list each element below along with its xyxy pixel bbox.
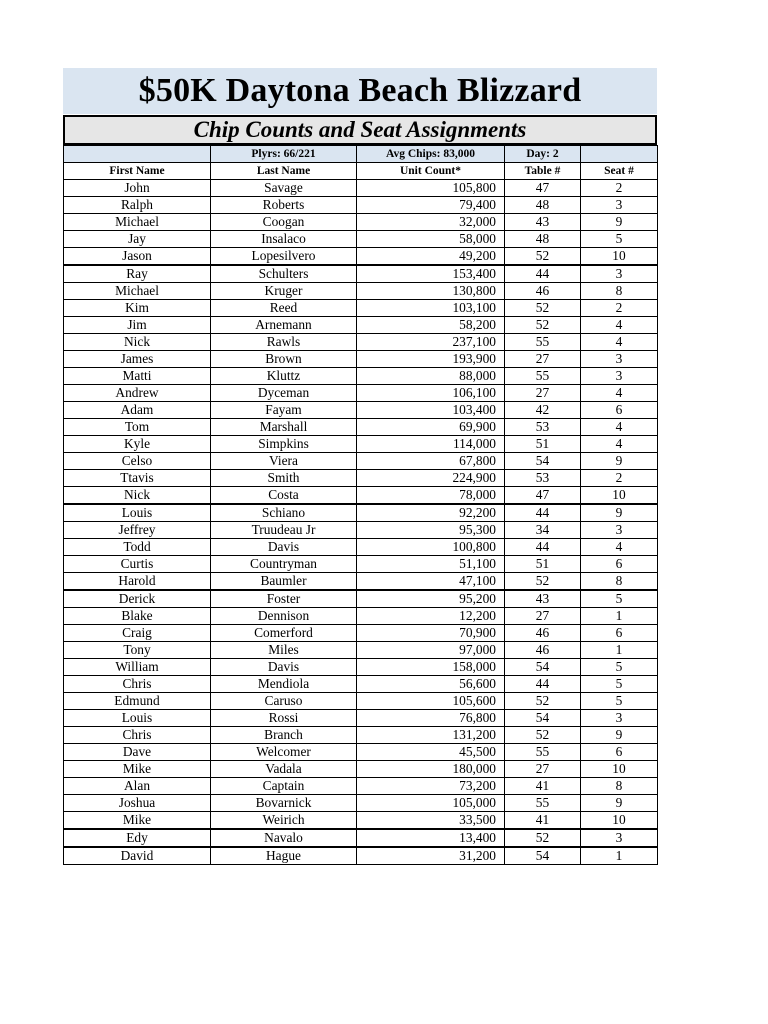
unit-count-cell: 237,100 (357, 334, 505, 351)
first-name-cell: Jeffrey (64, 522, 211, 539)
table-row (64, 334, 658, 351)
unit-count-cell: 153,400 (357, 265, 505, 283)
unit-count-cell: 76,800 (357, 710, 505, 727)
first-name-cell: Mike (64, 761, 211, 778)
table-row (64, 539, 658, 556)
last-name-cell: Costa (211, 487, 357, 505)
first-name-cell: Craig (64, 625, 211, 642)
unit-count-cell: 78,000 (357, 487, 505, 505)
last-name-cell: Fayam (211, 402, 357, 419)
table-number-cell: 27 (505, 608, 581, 625)
page-subtitle: Chip Counts and Seat Assignments (63, 115, 657, 145)
unit-count-cell: 105,000 (357, 795, 505, 812)
unit-count-cell: 103,100 (357, 300, 505, 317)
seat-number-cell: 2 (581, 470, 658, 487)
table-row (64, 590, 658, 608)
table-row (64, 642, 658, 659)
first-name-cell: Jason (64, 248, 211, 266)
table-number-cell: 51 (505, 436, 581, 453)
table-row (64, 300, 658, 317)
seat-number-cell: 1 (581, 847, 658, 865)
table-row (64, 693, 658, 710)
last-name-cell: Arnemann (211, 317, 357, 334)
seat-number-cell: 3 (581, 265, 658, 283)
seat-number-cell: 9 (581, 795, 658, 812)
last-name-cell: Rossi (211, 710, 357, 727)
unit-count-cell: 92,200 (357, 504, 505, 522)
table-number-cell: 34 (505, 522, 581, 539)
table-row (64, 625, 658, 642)
unit-count-cell: 95,200 (357, 590, 505, 608)
seat-number-cell: 4 (581, 419, 658, 436)
first-name-cell: Joshua (64, 795, 211, 812)
first-name-cell: Edy (64, 829, 211, 847)
first-name-cell: William (64, 659, 211, 676)
last-name-cell: Lopesilvero (211, 248, 357, 266)
last-name-cell: Mendiola (211, 676, 357, 693)
table-row (64, 180, 658, 197)
table-row (64, 573, 658, 591)
first-name-cell: Blake (64, 608, 211, 625)
last-name-cell: Kluttz (211, 368, 357, 385)
last-name-cell: Kruger (211, 283, 357, 300)
seat-number-cell: 8 (581, 283, 658, 300)
seat-number-cell: 4 (581, 539, 658, 556)
table-number-cell: 55 (505, 368, 581, 385)
first-name-cell: Derick (64, 590, 211, 608)
table-number-cell: 46 (505, 625, 581, 642)
unit-count-cell: 88,000 (357, 368, 505, 385)
column-header-seat: Seat # (581, 163, 658, 180)
table-number-cell: 55 (505, 744, 581, 761)
unit-count-cell: 97,000 (357, 642, 505, 659)
players-info: Plyrs: 66/221 (211, 146, 357, 163)
seat-number-cell: 6 (581, 402, 658, 419)
first-name-cell: Nick (64, 487, 211, 505)
unit-count-cell: 114,000 (357, 436, 505, 453)
table-number-cell: 52 (505, 829, 581, 847)
last-name-cell: Branch (211, 727, 357, 744)
seat-number-cell: 2 (581, 180, 658, 197)
table-number-cell: 52 (505, 727, 581, 744)
last-name-cell: Foster (211, 590, 357, 608)
unit-count-cell: 69,900 (357, 419, 505, 436)
table-row (64, 829, 658, 847)
unit-count-cell: 70,900 (357, 625, 505, 642)
seat-number-cell: 6 (581, 744, 658, 761)
table-row (64, 248, 658, 266)
table-number-cell: 44 (505, 539, 581, 556)
first-name-cell: Kim (64, 300, 211, 317)
last-name-cell: Smith (211, 470, 357, 487)
table-row (64, 317, 658, 334)
seat-number-cell: 8 (581, 778, 658, 795)
table-row (64, 487, 658, 505)
unit-count-cell: 130,800 (357, 283, 505, 300)
seat-number-cell: 1 (581, 608, 658, 625)
table-row (64, 419, 658, 436)
last-name-cell: Davis (211, 539, 357, 556)
table-number-cell: 55 (505, 795, 581, 812)
unit-count-cell: 105,600 (357, 693, 505, 710)
chip-count-sheet (63, 68, 657, 865)
first-name-cell: Edmund (64, 693, 211, 710)
first-name-cell: Ttavis (64, 470, 211, 487)
seat-number-cell: 10 (581, 487, 658, 505)
last-name-cell: Dyceman (211, 385, 357, 402)
table-row (64, 265, 658, 283)
table-row (64, 676, 658, 693)
last-name-cell: Truudeau Jr (211, 522, 357, 539)
unit-count-cell: 95,300 (357, 522, 505, 539)
unit-count-cell: 33,500 (357, 812, 505, 830)
last-name-cell: Dennison (211, 608, 357, 625)
table-number-cell: 27 (505, 385, 581, 402)
table-row (64, 214, 658, 231)
page-title: $50K Daytona Beach Blizzard (63, 68, 657, 114)
first-name-cell: Jay (64, 231, 211, 248)
first-name-cell: Michael (64, 283, 211, 300)
table-number-cell: 44 (505, 265, 581, 283)
unit-count-cell: 67,800 (357, 453, 505, 470)
seat-number-cell: 3 (581, 368, 658, 385)
header-row (64, 163, 658, 180)
unit-count-cell: 49,200 (357, 248, 505, 266)
seat-number-cell: 3 (581, 197, 658, 214)
seat-number-cell: 2 (581, 300, 658, 317)
unit-count-cell: 73,200 (357, 778, 505, 795)
table-row (64, 283, 658, 300)
last-name-cell: Welcomer (211, 744, 357, 761)
table-row (64, 761, 658, 778)
seat-number-cell: 4 (581, 317, 658, 334)
first-name-cell: James (64, 351, 211, 368)
last-name-cell: Vadala (211, 761, 357, 778)
table-number-cell: 54 (505, 453, 581, 470)
table-row (64, 608, 658, 625)
table-number-cell: 42 (505, 402, 581, 419)
seat-number-cell: 9 (581, 453, 658, 470)
table-number-cell: 27 (505, 351, 581, 368)
unit-count-cell: 193,900 (357, 351, 505, 368)
last-name-cell: Marshall (211, 419, 357, 436)
first-name-cell: Louis (64, 504, 211, 522)
table-number-cell: 41 (505, 812, 581, 830)
table-number-cell: 52 (505, 693, 581, 710)
table-number-cell: 46 (505, 283, 581, 300)
last-name-cell: Roberts (211, 197, 357, 214)
first-name-cell: Dave (64, 744, 211, 761)
unit-count-cell: 51,100 (357, 556, 505, 573)
seat-number-cell: 5 (581, 590, 658, 608)
table-row (64, 402, 658, 419)
first-name-cell: Todd (64, 539, 211, 556)
table-number-cell: 46 (505, 642, 581, 659)
seat-number-cell: 3 (581, 351, 658, 368)
first-name-cell: Celso (64, 453, 211, 470)
table-number-cell: 52 (505, 317, 581, 334)
seat-number-cell: 8 (581, 573, 658, 591)
seat-number-cell: 6 (581, 556, 658, 573)
last-name-cell: Rawls (211, 334, 357, 351)
unit-count-cell: 158,000 (357, 659, 505, 676)
last-name-cell: Baumler (211, 573, 357, 591)
table-number-cell: 52 (505, 573, 581, 591)
first-name-cell: Chris (64, 727, 211, 744)
unit-count-cell: 12,200 (357, 608, 505, 625)
table-row (64, 197, 658, 214)
unit-count-cell: 45,500 (357, 744, 505, 761)
table-number-cell: 55 (505, 334, 581, 351)
unit-count-cell: 103,400 (357, 402, 505, 419)
first-name-cell: Tony (64, 642, 211, 659)
info-blank-cell (581, 146, 658, 163)
unit-count-cell: 56,600 (357, 676, 505, 693)
unit-count-cell: 32,000 (357, 214, 505, 231)
table-row (64, 812, 658, 830)
seat-number-cell: 3 (581, 522, 658, 539)
seat-number-cell: 5 (581, 659, 658, 676)
table-row (64, 659, 658, 676)
seat-number-cell: 3 (581, 829, 658, 847)
last-name-cell: Simpkins (211, 436, 357, 453)
first-name-cell: Alan (64, 778, 211, 795)
last-name-cell: Savage (211, 180, 357, 197)
table-number-cell: 54 (505, 710, 581, 727)
column-header-first-name: First Name (64, 163, 211, 180)
first-name-cell: David (64, 847, 211, 865)
table-row (64, 556, 658, 573)
seat-number-cell: 1 (581, 642, 658, 659)
table-number-cell: 52 (505, 248, 581, 266)
table-number-cell: 51 (505, 556, 581, 573)
seat-number-cell: 4 (581, 436, 658, 453)
seat-number-cell: 9 (581, 214, 658, 231)
last-name-cell: Comerford (211, 625, 357, 642)
table-number-cell: 48 (505, 197, 581, 214)
table-number-cell: 47 (505, 180, 581, 197)
last-name-cell: Weirich (211, 812, 357, 830)
table-row (64, 504, 658, 522)
seat-number-cell: 9 (581, 504, 658, 522)
first-name-cell: Nick (64, 334, 211, 351)
seat-number-cell: 6 (581, 625, 658, 642)
unit-count-cell: 100,800 (357, 539, 505, 556)
table-row (64, 778, 658, 795)
unit-count-cell: 13,400 (357, 829, 505, 847)
unit-count-cell: 180,000 (357, 761, 505, 778)
first-name-cell: Harold (64, 573, 211, 591)
table-row (64, 470, 658, 487)
unit-count-cell: 131,200 (357, 727, 505, 744)
table-number-cell: 41 (505, 778, 581, 795)
table-row (64, 351, 658, 368)
unit-count-cell: 31,200 (357, 847, 505, 865)
seat-number-cell: 3 (581, 710, 658, 727)
last-name-cell: Hague (211, 847, 357, 865)
seat-number-cell: 5 (581, 693, 658, 710)
first-name-cell: Kyle (64, 436, 211, 453)
unit-count-cell: 47,100 (357, 573, 505, 591)
table-number-cell: 53 (505, 470, 581, 487)
first-name-cell: Matti (64, 368, 211, 385)
table-row (64, 710, 658, 727)
first-name-cell: Mike (64, 812, 211, 830)
table-row (64, 795, 658, 812)
unit-count-cell: 224,900 (357, 470, 505, 487)
unit-count-cell: 105,800 (357, 180, 505, 197)
table-number-cell: 52 (505, 300, 581, 317)
first-name-cell: Jim (64, 317, 211, 334)
seat-number-cell: 4 (581, 334, 658, 351)
last-name-cell: Miles (211, 642, 357, 659)
table-row (64, 522, 658, 539)
unit-count-cell: 106,100 (357, 385, 505, 402)
first-name-cell: Michael (64, 214, 211, 231)
table-row (64, 368, 658, 385)
table-row (64, 727, 658, 744)
last-name-cell: Schulters (211, 265, 357, 283)
last-name-cell: Countryman (211, 556, 357, 573)
seat-number-cell: 10 (581, 761, 658, 778)
first-name-cell: Tom (64, 419, 211, 436)
avg-chips-info: Avg Chips: 83,000 (357, 146, 505, 163)
table-number-cell: 27 (505, 761, 581, 778)
seat-number-cell: 5 (581, 231, 658, 248)
first-name-cell: Louis (64, 710, 211, 727)
last-name-cell: Insalaco (211, 231, 357, 248)
unit-count-cell: 79,400 (357, 197, 505, 214)
table-number-cell: 43 (505, 590, 581, 608)
table-number-cell: 43 (505, 214, 581, 231)
table-body (64, 146, 658, 865)
table-row (64, 385, 658, 402)
column-header-table: Table # (505, 163, 581, 180)
last-name-cell: Bovarnick (211, 795, 357, 812)
first-name-cell: Andrew (64, 385, 211, 402)
first-name-cell: Chris (64, 676, 211, 693)
seat-number-cell: 5 (581, 676, 658, 693)
column-header-last-name: Last Name (211, 163, 357, 180)
table-row (64, 744, 658, 761)
last-name-cell: Schiano (211, 504, 357, 522)
table-number-cell: 48 (505, 231, 581, 248)
last-name-cell: Brown (211, 351, 357, 368)
last-name-cell: Caruso (211, 693, 357, 710)
table-number-cell: 53 (505, 419, 581, 436)
table-number-cell: 54 (505, 659, 581, 676)
table-number-cell: 44 (505, 504, 581, 522)
info-blank-cell (64, 146, 211, 163)
last-name-cell: Coogan (211, 214, 357, 231)
seat-number-cell: 10 (581, 812, 658, 830)
last-name-cell: Reed (211, 300, 357, 317)
seat-number-cell: 10 (581, 248, 658, 266)
table-number-cell: 44 (505, 676, 581, 693)
unit-count-cell: 58,200 (357, 317, 505, 334)
unit-count-cell: 58,000 (357, 231, 505, 248)
chip-count-table (63, 145, 658, 865)
first-name-cell: Ray (64, 265, 211, 283)
last-name-cell: Navalo (211, 829, 357, 847)
last-name-cell: Captain (211, 778, 357, 795)
first-name-cell: Curtis (64, 556, 211, 573)
seat-number-cell: 9 (581, 727, 658, 744)
first-name-cell: Ralph (64, 197, 211, 214)
table-row (64, 231, 658, 248)
table-row (64, 847, 658, 865)
column-header-unit-count: Unit Count* (357, 163, 505, 180)
table-row (64, 436, 658, 453)
seat-number-cell: 4 (581, 385, 658, 402)
table-row (64, 453, 658, 470)
last-name-cell: Davis (211, 659, 357, 676)
day-info: Day: 2 (505, 146, 581, 163)
info-row (64, 146, 658, 163)
last-name-cell: Viera (211, 453, 357, 470)
first-name-cell: John (64, 180, 211, 197)
table-number-cell: 47 (505, 487, 581, 505)
table-number-cell: 54 (505, 847, 581, 865)
first-name-cell: Adam (64, 402, 211, 419)
